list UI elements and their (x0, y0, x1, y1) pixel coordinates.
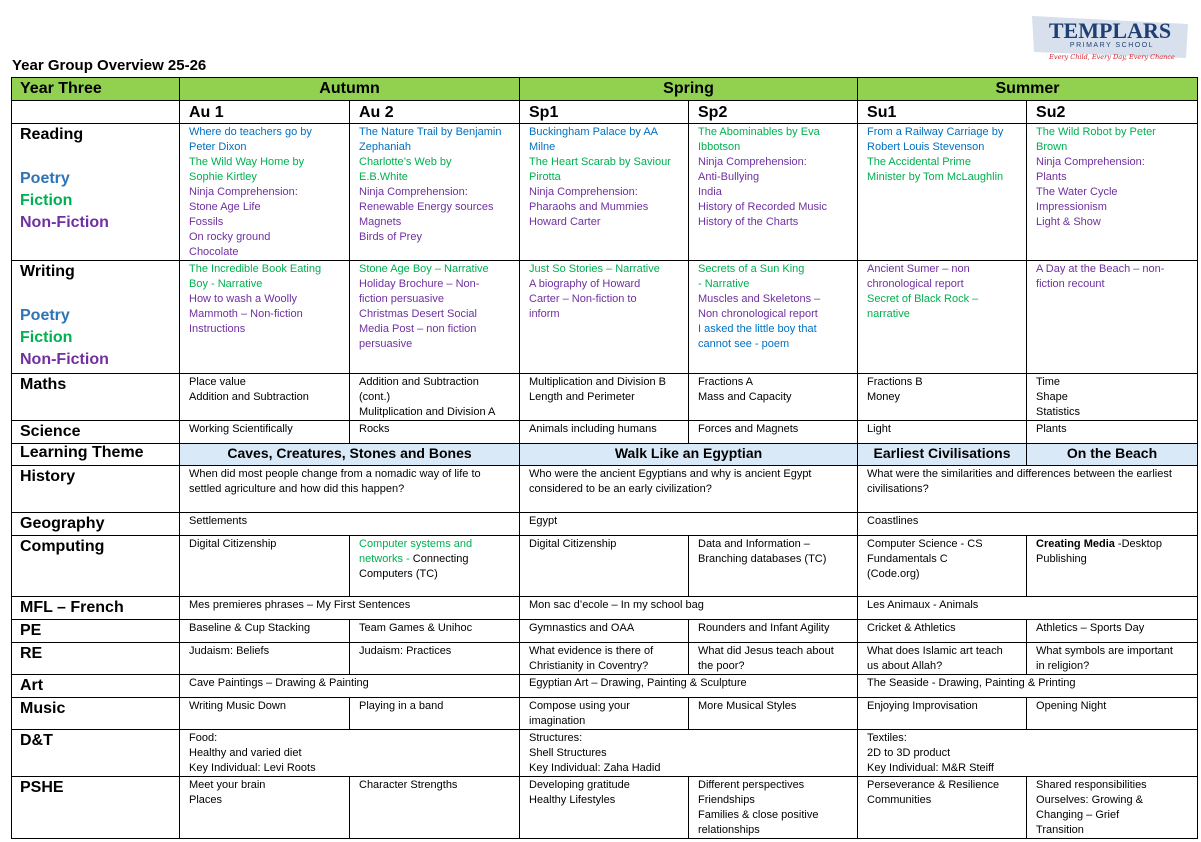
cell-line: Transition (1036, 824, 1084, 836)
cell-line: Boy - Narrative (189, 278, 263, 290)
fiction-label: Fiction (20, 192, 73, 209)
row-label-mfl: MFL – French (12, 597, 180, 620)
pshe-au2 (350, 777, 520, 839)
music-sp2 (689, 698, 858, 730)
music-su2 (1027, 698, 1198, 730)
cell-line: Key Individual: Zaha Hadid (529, 762, 661, 774)
row-label-music: Music (12, 698, 180, 730)
dt-row (12, 730, 1198, 777)
cell-line: Robert Louis Stevenson (867, 141, 985, 153)
reading-su1 (858, 124, 1027, 261)
re-au2 (350, 643, 520, 675)
writing-sp1 (520, 261, 689, 374)
cell-line: Fossils (189, 216, 224, 228)
cell-line: Healthy Lifestyles (529, 794, 616, 806)
computing-su1 (858, 536, 1027, 597)
cell-line: The Wild Robot by Peter (1036, 126, 1156, 138)
cell-line: Textiles: (867, 732, 907, 744)
cell-line: persuasive (359, 338, 413, 350)
nonfiction-label: Non-Fiction (20, 214, 109, 231)
cell-line: Shape (1036, 391, 1068, 403)
science-row (12, 421, 1198, 444)
maths-row (12, 374, 1198, 421)
cell-line: More Musical Styles (698, 700, 797, 712)
history-spring: Who were the ancient Egyptians and why is ancient Egypt considered to be an early civilization? (520, 466, 858, 513)
computing-au1: Digital Citizenship (180, 536, 350, 597)
row-label-pshe: PSHE (12, 777, 180, 839)
cell-line: Fractions B (867, 376, 923, 388)
cell-line: Buckingham Palace by AA (529, 126, 659, 138)
cell-line: Christmas Desert Social (359, 308, 477, 320)
cell-line: imagination (529, 715, 586, 727)
cell-line: Data and Information – (698, 538, 810, 550)
music-sp1 (520, 698, 689, 730)
cell-line: Ourselves: Growing & (1036, 794, 1143, 806)
cell-line: 2D to 3D product (867, 747, 951, 759)
season-summer: Summer (858, 78, 1198, 101)
cell-line: Ninja Comprehension: (1036, 156, 1145, 168)
pshe-sp2 (689, 777, 858, 839)
cell-line: narrative (867, 308, 910, 320)
cell-line: E.B.White (359, 171, 408, 183)
cell-line: Money (867, 391, 901, 403)
cell-line: Secret of Black Rock – (867, 293, 979, 305)
cell-line: India (698, 186, 722, 198)
computing-sp1: Digital Citizenship (520, 536, 689, 597)
cell-line: Families & close positive (698, 809, 819, 821)
cell-line: The Accidental Prime (867, 156, 971, 168)
computing-row (12, 536, 1198, 597)
geography-summer: Coastlines (858, 513, 1198, 536)
cell-line: How to wash a Woolly (189, 293, 298, 305)
pe-sp1: Gymnastics and OAA (520, 620, 689, 643)
pshe-row (12, 777, 1198, 839)
art-summer: The Seaside - Drawing, Painting & Printing (858, 675, 1198, 698)
science-au1: Working Scientifically (180, 421, 350, 444)
cell-line: I asked the little boy that (698, 323, 817, 335)
cell-line: Magnets (359, 216, 402, 228)
cell-line: Muscles and Skeletons – (698, 293, 821, 305)
season-autumn: Autumn (180, 78, 520, 101)
school-logo (1030, 14, 1190, 68)
mfl-autumn: Mes premieres phrases – My First Sentences (180, 597, 520, 620)
cell-line: Fractions A (698, 376, 754, 388)
cell-line: relationships (698, 824, 760, 836)
mfl-summer: Les Animaux - Animals (858, 597, 1198, 620)
cell-line: Birds of Prey (359, 231, 422, 243)
geography-row (12, 513, 1198, 536)
computing-au2-topic: Computer systems and networks - (359, 538, 473, 565)
row-label-computing: Computing (12, 536, 180, 597)
cell-line: Meet your brain (189, 779, 266, 791)
cell-line: - Narrative (698, 278, 750, 290)
year-label: Year Three (12, 78, 180, 101)
cell-line: Ninja Comprehension: (698, 156, 807, 168)
cell-line: Judaism: Beliefs (189, 645, 270, 657)
science-au2: Rocks (350, 421, 520, 444)
cell-line: Compose using your (529, 700, 630, 712)
maths-au1 (180, 374, 350, 421)
reading-au2 (350, 124, 520, 261)
cell-line: The Nature Trail by Benjamin (359, 126, 502, 138)
theme-su1: Earliest Civilisations (858, 444, 1027, 466)
writing-su1 (858, 261, 1027, 374)
cell-line: Howard Carter (529, 216, 601, 228)
art-row (12, 675, 1198, 698)
cell-line: Statistics (1036, 406, 1081, 418)
row-label-pe: PE (12, 620, 180, 643)
cell-line: What evidence is there of (529, 645, 654, 657)
cell-line: Ninja Comprehension: (529, 186, 638, 198)
cell-line: Addition and Subtraction (189, 391, 309, 403)
cell-line: Structures: (529, 732, 583, 744)
cell-line: Shared responsibilities (1036, 779, 1147, 791)
pe-sp2: Rounders and Infant Agility (689, 620, 858, 643)
row-label-maths: Maths (12, 374, 180, 421)
row-label-science: Science (12, 421, 180, 444)
cell-line: Place value (189, 376, 246, 388)
theme-su2: On the Beach (1027, 444, 1198, 466)
cell-line: in religion? (1036, 660, 1090, 672)
cell-line: What did Jesus teach about (698, 645, 834, 657)
cell-line: Pharaohs and Mummies (529, 201, 649, 213)
cell-line: Different perspectives (698, 779, 805, 791)
row-label-dt: D&T (12, 730, 180, 777)
cell-line: fiction recount (1036, 278, 1105, 290)
cell-line: The Wild Way Home by (189, 156, 305, 168)
poetry-label: Poetry (20, 170, 70, 187)
season-header-row (12, 78, 1198, 101)
subject-label: Reading (20, 126, 84, 143)
cell-line: History of Recorded Music (698, 201, 827, 213)
reading-au1 (180, 124, 350, 261)
pe-su1: Cricket & Athletics (858, 620, 1027, 643)
cell-line: Friendships (698, 794, 755, 806)
cell-line: Media Post – non fiction (359, 323, 477, 335)
computing-au2-detail: Connecting Computers (TC) (359, 553, 469, 580)
row-label-art: Art (12, 675, 180, 698)
cell-line: inform (529, 308, 560, 320)
logo-tagline: Every Child, Every Day, Every Chance (1049, 53, 1175, 61)
music-su1 (858, 698, 1027, 730)
cell-line: On rocky ground (189, 231, 271, 243)
term-corner (12, 101, 180, 124)
cell-line: Multiplication and Division B (529, 376, 666, 388)
writing-au2 (350, 261, 520, 374)
reading-sp2 (689, 124, 858, 261)
cell-line: Light & Show (1036, 216, 1101, 228)
cell-line: Judaism: Practices (359, 645, 452, 657)
cell-line: Christianity in Coventry? (529, 660, 649, 672)
logo-name: TEMPLARS (1048, 18, 1172, 43)
maths-su1 (858, 374, 1027, 421)
cell-line: Milne (529, 141, 556, 153)
row-label-learning-theme: Learning Theme (12, 444, 180, 466)
row-label-reading (12, 124, 180, 261)
cell-line: Stone Age Boy – Narrative (359, 263, 489, 275)
cell-line: Secrets of a Sun King (698, 263, 805, 275)
pshe-au1 (180, 777, 350, 839)
science-sp1: Animals including humans (520, 421, 689, 444)
writing-sp2 (689, 261, 858, 374)
re-row (12, 643, 1198, 675)
cell-line: Instructions (189, 323, 246, 335)
cell-line: Non chronological report (698, 308, 818, 320)
cell-line: Addition and Subtraction (359, 376, 479, 388)
subject-label: Writing (20, 263, 75, 280)
re-au1 (180, 643, 350, 675)
cell-line: chronological report (867, 278, 964, 290)
re-su2 (1027, 643, 1198, 675)
cell-line: the poor? (698, 660, 745, 672)
cell-line: fiction persuasive (359, 293, 444, 305)
art-autumn: Cave Paintings – Drawing & Painting (180, 675, 520, 698)
science-su2: Plants (1027, 421, 1198, 444)
cell-line: The Water Cycle (1036, 186, 1118, 198)
year-overview-table (11, 77, 1198, 839)
pe-au1: Baseline & Cup Stacking (180, 620, 350, 643)
computing-su2 (1027, 536, 1198, 597)
term-au2: Au 2 (350, 101, 520, 124)
cell-line: Stone Age Life (189, 201, 261, 213)
cell-line: The Heart Scarab by Saviour (529, 156, 671, 168)
cell-line: Places (189, 794, 223, 806)
logo-subtitle: PRIMARY SCHOOL (1069, 42, 1155, 49)
term-su1: Su1 (858, 101, 1027, 124)
history-summer: What were the similarities and differences between the earliest civilisations? (858, 466, 1198, 513)
cell-line: Peter Dixon (189, 141, 247, 153)
writing-su2 (1027, 261, 1198, 374)
maths-au2 (350, 374, 520, 421)
cell-line: Healthy and varied diet (189, 747, 302, 759)
cell-line: What symbols are important (1036, 645, 1173, 657)
pshe-sp1 (520, 777, 689, 839)
pe-au2: Team Games & Unihoc (350, 620, 520, 643)
dt-autumn (180, 730, 520, 777)
mfl-row (12, 597, 1198, 620)
fiction-label: Fiction (20, 329, 73, 346)
cell-line: Ancient Sumer – non (867, 263, 970, 275)
cell-line: Holiday Brochure – Non- (359, 278, 480, 290)
geography-autumn: Settlements (180, 513, 520, 536)
cell-line: Time (1036, 376, 1061, 388)
pe-su2: Athletics – Sports Day (1027, 620, 1198, 643)
term-header-row (12, 101, 1198, 124)
cell-line: cannot see - poem (698, 338, 790, 350)
reading-su2 (1027, 124, 1198, 261)
cell-line: Ninja Comprehension: (189, 186, 298, 198)
cell-line: Mass and Capacity (698, 391, 792, 403)
cell-line: From a Railway Carriage by (867, 126, 1004, 138)
cell-line: (Code.org) (867, 568, 920, 580)
pshe-su1 (858, 777, 1027, 839)
music-au1 (180, 698, 350, 730)
row-label-writing (12, 261, 180, 374)
cell-line: Shell Structures (529, 747, 607, 759)
cell-line: Anti-Bullying (698, 171, 760, 183)
reading-sp1 (520, 124, 689, 261)
writing-au1 (180, 261, 350, 374)
term-sp2: Sp2 (689, 101, 858, 124)
cell-line: Pirotta (529, 171, 561, 183)
term-su2: Su2 (1027, 101, 1198, 124)
computing-su2-topic: Creating Media (1036, 538, 1115, 550)
cell-line: Fundamentals C (867, 553, 948, 565)
nonfiction-label: Non-Fiction (20, 351, 109, 368)
cell-line: The Incredible Book Eating (189, 263, 322, 275)
document-title: Year Group Overview 25-26 (12, 57, 207, 74)
science-su1: Light (858, 421, 1027, 444)
re-sp2 (689, 643, 858, 675)
cell-line: Computer Science - CS (867, 538, 983, 550)
geography-spring: Egypt (520, 513, 858, 536)
music-au2 (350, 698, 520, 730)
cell-line: Mulitplication and Division A (359, 406, 496, 418)
computing-su2-detail: -Desktop Publishing (1036, 538, 1162, 565)
cell-line: Length and Perimeter (529, 391, 635, 403)
cell-line: Where do teachers go by (189, 126, 312, 138)
maths-sp1 (520, 374, 689, 421)
dt-spring (520, 730, 858, 777)
cell-line: Brown (1036, 141, 1068, 153)
cell-line: The Abominables by Eva (698, 126, 820, 138)
dt-summer (858, 730, 1198, 777)
row-label-re: RE (12, 643, 180, 675)
re-sp1 (520, 643, 689, 675)
season-spring: Spring (520, 78, 858, 101)
cell-line: Just So Stories – Narrative (529, 263, 660, 275)
cell-line: Branching databases (TC) (698, 553, 827, 565)
re-su1 (858, 643, 1027, 675)
cell-line: Enjoying Improvisation (867, 700, 978, 712)
cell-line: Opening Night (1036, 700, 1107, 712)
cell-line: What does Islamic art teach (867, 645, 1003, 657)
cell-line: Character Strengths (359, 779, 458, 791)
cell-line: Charlotte’s Web by (359, 156, 452, 168)
theme-spring: Walk Like an Egyptian (520, 444, 858, 466)
cell-line: Developing gratitude (529, 779, 630, 791)
pe-row (12, 620, 1198, 643)
history-row (12, 466, 1198, 513)
cell-line: Plants (1036, 171, 1067, 183)
cell-line: Renewable Energy sources (359, 201, 494, 213)
history-autumn: When did most people change from a nomadic way of life to settled agriculture and how did this happen? (180, 466, 520, 513)
cell-line: Chocolate (189, 246, 239, 258)
cell-line: (cont.) (359, 391, 391, 403)
reading-row (12, 124, 1198, 261)
cell-line: Changing – Grief (1036, 809, 1120, 821)
cell-line: A Day at the Beach – non- (1036, 263, 1165, 275)
music-row (12, 698, 1198, 730)
computing-au2 (350, 536, 520, 597)
science-sp2: Forces and Magnets (689, 421, 858, 444)
cell-line: Key Individual: M&R Steiff (867, 762, 994, 774)
computing-sp2 (689, 536, 858, 597)
row-label-history: History (12, 466, 180, 513)
cell-line: Perseverance & Resilience (867, 779, 1000, 791)
cell-line: History of the Charts (698, 216, 799, 228)
cell-line: Playing in a band (359, 700, 444, 712)
writing-row (12, 261, 1198, 374)
pshe-su2 (1027, 777, 1198, 839)
cell-line: Mammoth – Non-fiction (189, 308, 303, 320)
cell-line: us about Allah? (867, 660, 943, 672)
art-spring: Egyptian Art – Drawing, Painting & Sculpture (520, 675, 858, 698)
cell-line: Ninja Comprehension: (359, 186, 468, 198)
poetry-label: Poetry (20, 307, 70, 324)
mfl-spring: Mon sac d’ecole – In my school bag (520, 597, 858, 620)
term-au1: Au 1 (180, 101, 350, 124)
term-sp1: Sp1 (520, 101, 689, 124)
maths-su2 (1027, 374, 1198, 421)
learning-theme-row (12, 444, 1198, 466)
cell-line: Sophie Kirtley (189, 171, 257, 183)
cell-line: Zephaniah (359, 141, 411, 153)
cell-line: Minister by Tom McLaughlin (867, 171, 1004, 183)
cell-line: Key Individual: Levi Roots (189, 762, 316, 774)
cell-line: Impressionism (1036, 201, 1107, 213)
cell-line: Ibbotson (698, 141, 741, 153)
theme-autumn: Caves, Creatures, Stones and Bones (180, 444, 520, 466)
cell-line: Communities (867, 794, 932, 806)
cell-line: Writing Music Down (189, 700, 286, 712)
cell-line: Food: (189, 732, 218, 744)
maths-sp2 (689, 374, 858, 421)
cell-line: Carter – Non-fiction to (529, 293, 637, 305)
cell-line: A biography of Howard (529, 278, 641, 290)
row-label-geography: Geography (12, 513, 180, 536)
